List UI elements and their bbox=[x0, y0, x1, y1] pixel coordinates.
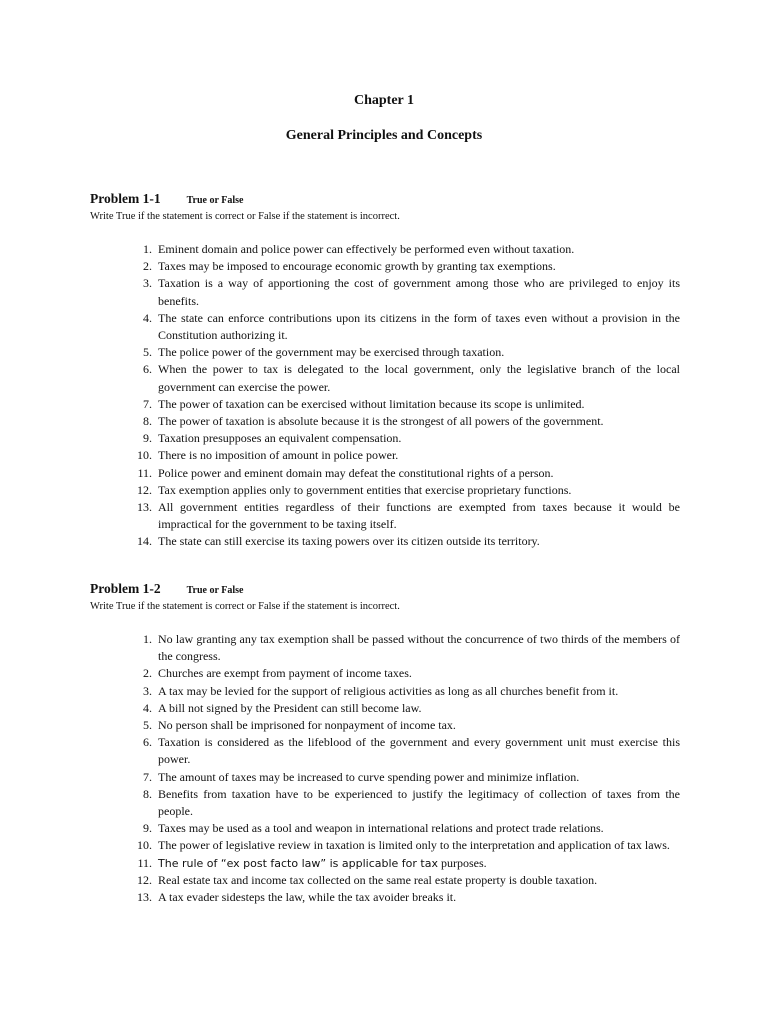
problem-instructions: Write True if the statement is correct or False if the statement is incorrect. bbox=[90, 601, 400, 612]
list-item: 10. The power of legislative review in taxation is limited only to the interpretation and application of tax laws. bbox=[137, 838, 670, 853]
list-item: 8. The power of taxation is absolute because it is the strongest of all powers of the government. bbox=[143, 414, 604, 429]
list-item: 6. When the power to tax is delegated to the local government, only the legislative branch of the local government can exercise the power. bbox=[143, 362, 680, 394]
list-item: 11. Police power and eminent domain may defeat the constitutional rights of a person. bbox=[137, 465, 554, 480]
list-item: 1. No law granting any tax exemption shall be passed without the concurrence of two thirds of the members of the congress. bbox=[143, 632, 680, 664]
list-item: 6. Taxation is considered as the lifeblood of the government and every government unit must exercise this power. bbox=[143, 735, 680, 767]
problem-type: True or False bbox=[186, 585, 244, 596]
problem-instructions: Write True if the statement is correct or False if the statement is incorrect. bbox=[90, 211, 400, 222]
statement-list bbox=[90, 631, 680, 906]
list-item: 3. A tax may be levied for the support of religious activities as long as all churches benefit from it. bbox=[143, 683, 619, 698]
list-item: 3. Taxation is a way of apportioning the cost of government among those who are privileged to enjoy its benefits. bbox=[143, 276, 680, 308]
problem-header bbox=[90, 191, 680, 209]
list-item: 5. No person shall be imprisoned for nonpayment of income tax. bbox=[143, 718, 456, 733]
section-title: General Principles and Concepts bbox=[285, 128, 483, 143]
list-item: 9. Taxation presupposes an equivalent compensation. bbox=[143, 431, 402, 446]
list-item: 4. The state can enforce contributions upon its citizens in the form of taxes even without a provision in the Constitution authorizing it. bbox=[143, 310, 680, 343]
problem-header bbox=[90, 581, 680, 599]
problem-type: True or False bbox=[186, 195, 244, 206]
problem-1-1 bbox=[90, 191, 680, 551]
list-item: 5. The police power of the government may be exercised through taxation. bbox=[143, 345, 505, 360]
list-item: 2. Taxes may be imposed to encourage economic growth by granting tax exemptions. bbox=[143, 259, 556, 274]
list-item: 13. All government entities regardless of their functions are exempted from taxes because it would be impractical for the government to be taxing itself. bbox=[137, 500, 680, 532]
chapter-title: Chapter 1 bbox=[353, 93, 415, 108]
list-item: 13. A tax evader sidesteps the law, while the tax avoider breaks it. bbox=[137, 890, 457, 905]
statement-list bbox=[90, 241, 680, 551]
list-item: 9. Taxes may be used as a tool and weapon in international relations and protect trade relations. bbox=[143, 821, 604, 836]
list-item: 8. Benefits from taxation have to be experienced to justify the legitimacy of collection of taxes from the people. bbox=[143, 786, 680, 819]
problem-number: Problem 1-2 bbox=[90, 581, 161, 596]
list-item: 14. The state can still exercise its taxing powers over its citizen outside its territory. bbox=[137, 534, 540, 549]
list-item: 12. Tax exemption applies only to government entities that exercise proprietary functions. bbox=[137, 482, 572, 497]
list-item: 10. There is no imposition of amount in police power. bbox=[137, 448, 399, 463]
list-item: 7. The amount of taxes may be increased to curve spending power and minimize inflation. bbox=[143, 769, 580, 784]
problem-1-2 bbox=[90, 581, 680, 906]
list-item: 2. Churches are exempt from payment of income taxes. bbox=[143, 666, 412, 681]
list-item: 1. Eminent domain and police power can effectively be performed even without taxation. bbox=[143, 242, 575, 256]
list-item: 4. A bill not signed by the President can still become law. bbox=[143, 700, 422, 715]
list-item: 12. Real estate tax and income tax collected on the same real estate property is double taxation. bbox=[137, 872, 598, 887]
list-item: 11. The rule of “ex post facto law” is applicable for tax purposes. bbox=[137, 855, 487, 870]
problem-number: Problem 1-1 bbox=[90, 191, 161, 206]
list-item: 7. The power of taxation can be exercised without limitation because its scope is unlimited. bbox=[143, 396, 585, 411]
